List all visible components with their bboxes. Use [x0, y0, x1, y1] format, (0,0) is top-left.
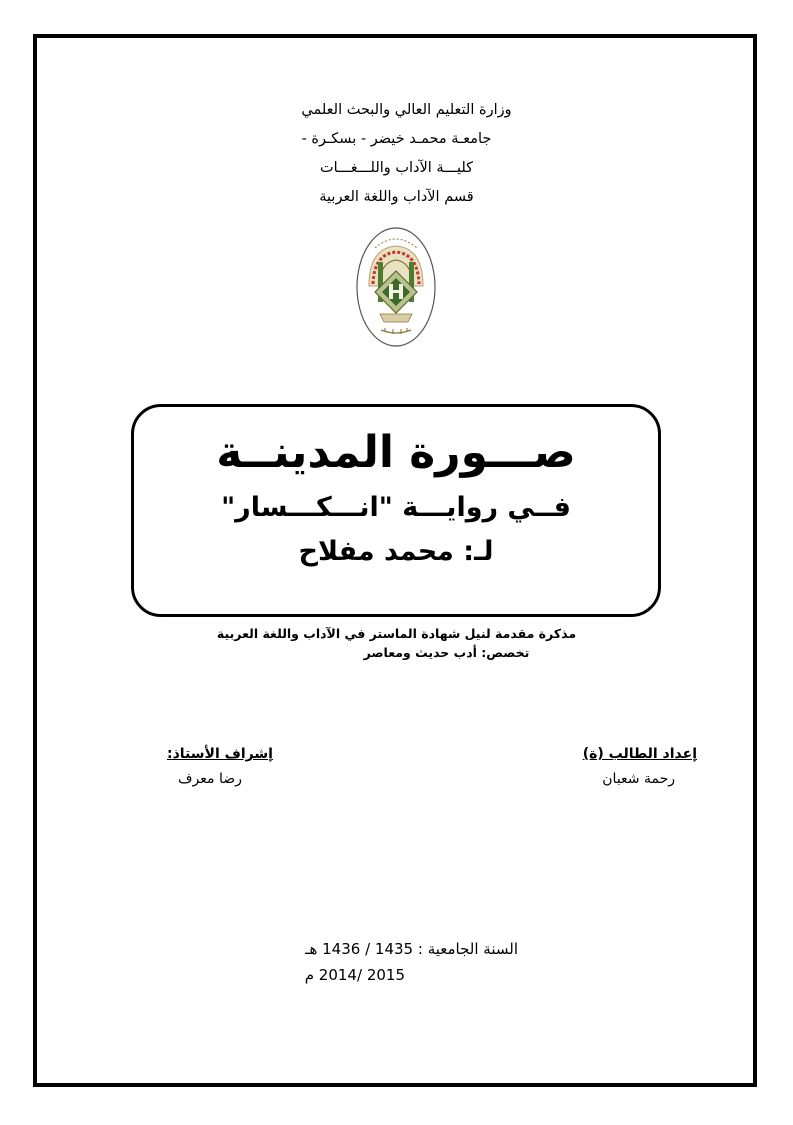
student-name: رحمة شعبان: [602, 771, 675, 787]
novel-author: لـ: محمد مفلاح: [298, 536, 494, 567]
academic-year-gregorian: 2015 /2014 م: [304, 966, 405, 984]
academic-year-hijri: السنة الجامعية : 1435 / 1436 هـ: [305, 940, 518, 958]
thesis-purpose-block: [0, 624, 793, 662]
thesis-purpose: مذكرة مقدمة لنيل شهادة الماستر في الآداب واللغة العربية: [216, 626, 577, 641]
supervisor-name: رضا معرف: [178, 771, 242, 787]
university-seal-logo: [355, 226, 437, 348]
student-label: إعداد الطالب (ة): [582, 746, 697, 762]
institution-header: [0, 96, 793, 212]
specialization: تخصص: أدب حديث ومعاصر: [363, 645, 530, 660]
thesis-subtitle: فــي روايـــة "انـــكـــسار": [221, 492, 571, 523]
supervisor-label: إشراف الأستاذ:: [167, 746, 273, 762]
university-line: جامعـة محمـد خيضر - بسكـرة -: [301, 131, 492, 147]
thesis-title: صـــورة المدينــة: [216, 427, 576, 478]
ministry-line: وزارة التعليم العالي والبحث العلمي: [301, 102, 512, 118]
department-line: قسم الآداب واللغة العربية: [319, 189, 474, 205]
faculty-line: كليـــة الآداب واللـــغـــات: [319, 160, 474, 176]
title-frame: [131, 404, 661, 617]
